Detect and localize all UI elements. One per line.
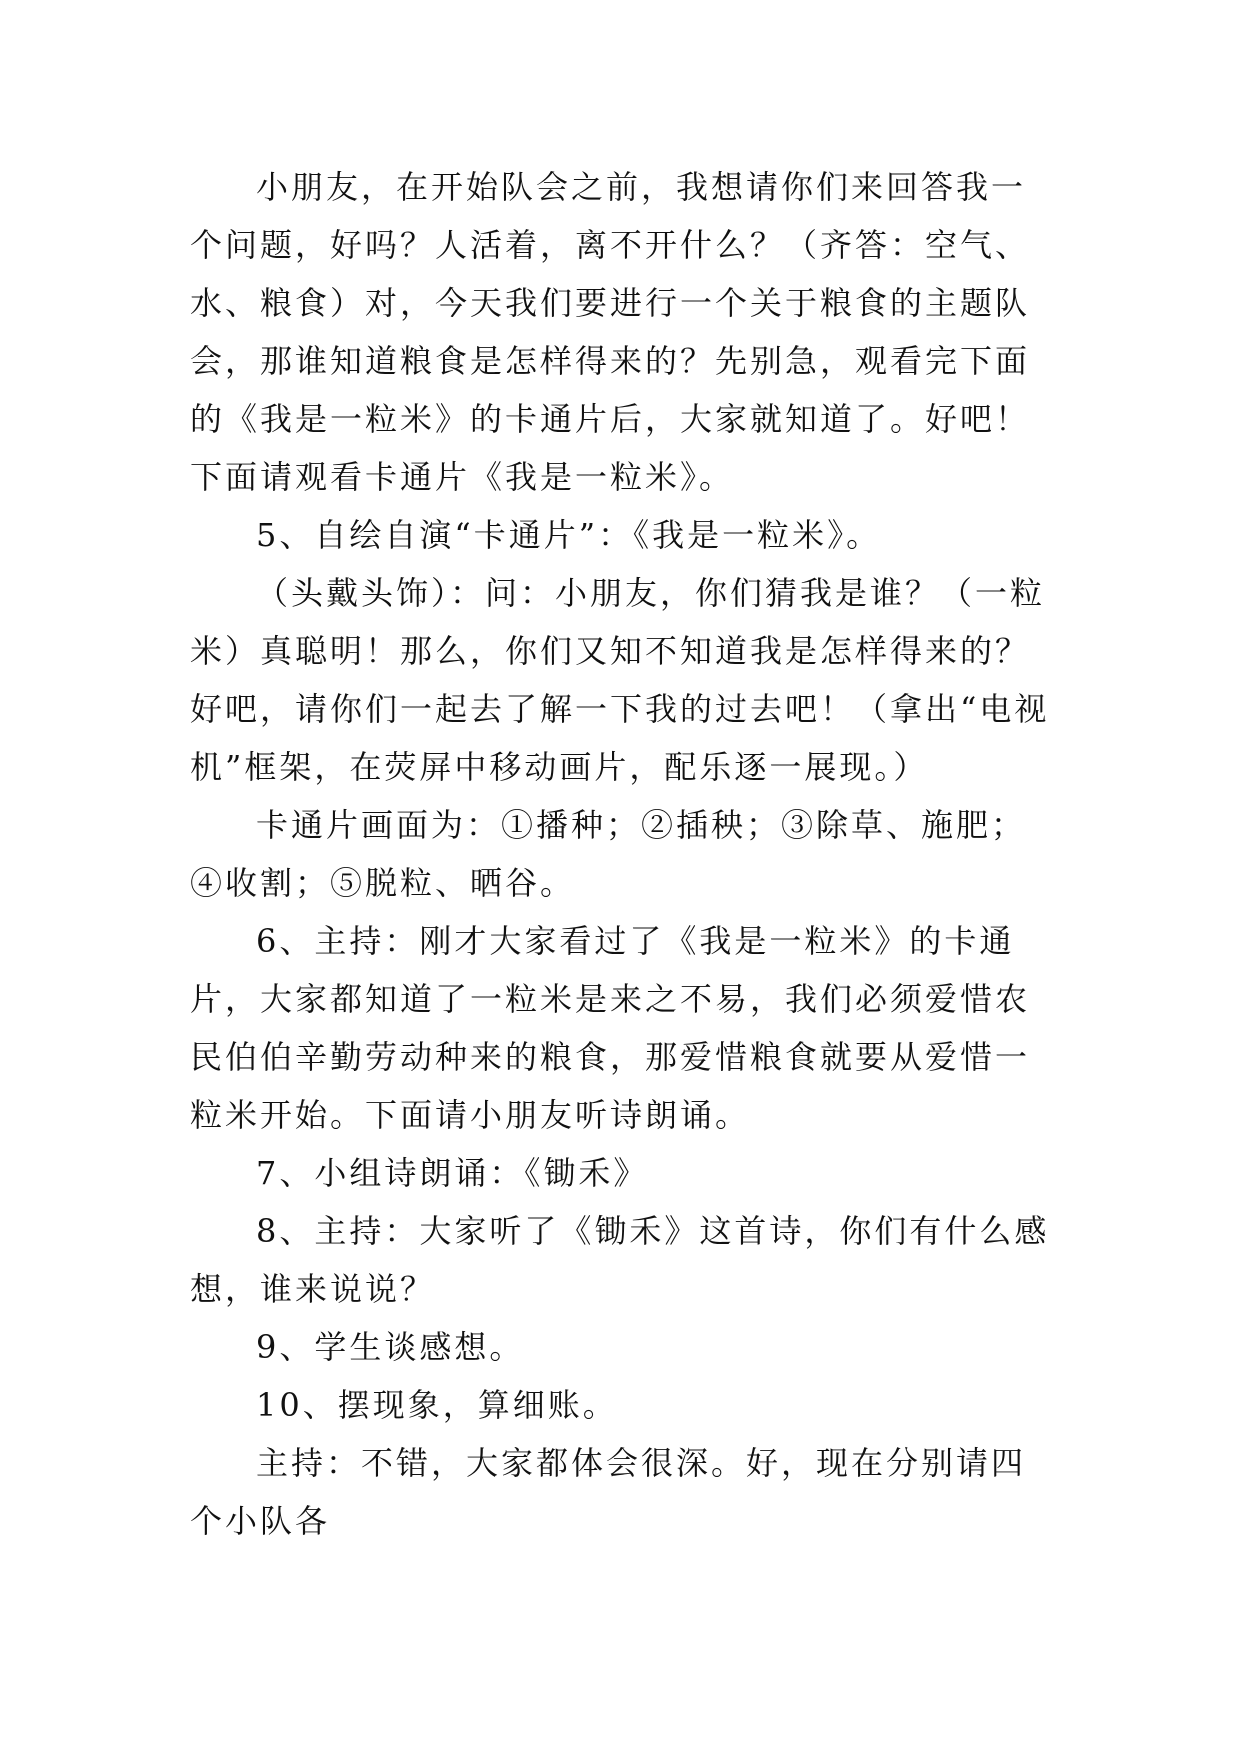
paragraph-item-9: 9、学生谈感想。 (256, 1328, 525, 1366)
paragraph-cartoon-scenes: 卡通片画面为：①播种；②插秧；③除草、施肥；④收割；⑤脱粒、晒谷。 (190, 806, 1027, 902)
paragraph-item-7: 7、小组诗朗诵：《锄禾》 (256, 1154, 649, 1192)
paragraph-item-6: 6、主持：刚才大家看过了《我是一粒米》的卡通片，大家都知道了一粒米是来之不易，我们必须爱惜农民伯伯辛勤劳动种来的粮食，那爱惜粮食就要从爱惜一粒米开始。下面请小朋友听诗朗诵。 (190, 922, 1031, 1134)
paragraph-host-closing: 主持：不错，大家都体会很深。好，现在分别请四个小队各 (190, 1444, 1027, 1540)
paragraph-item-5: 5、自绘自演“卡通片”：《我是一粒米》。 (256, 516, 882, 554)
paragraph-intro-question: 小朋友，在开始队会之前，我想请你们来回答我一个问题，好吗？人活着，离不开什么？（齐答：空气、水、粮食）对，今天我们要进行一个关于粮食的主题队会，那谁知道粮食是怎样得来的？先别急，观看完下面的《我是一粒米》的卡通片后，大家就知道了。好吧！下面请观看卡通片《我是一粒米》。 (190, 168, 1031, 496)
paragraph-headwear-dialogue: （头戴头饰）：问：小朋友，你们猜我是谁？（一粒米）真聪明！那么，你们又知不知道我是怎样得来的？好吧，请你们一起去了解一下我的过去吧！（拿出“电视机”框架，在荧屏中移动画片，配乐逐一展现。） (190, 574, 1050, 786)
paragraph-item-8: 8、主持：大家听了《锄禾》这首诗，你们有什么感想，谁来说说？ (190, 1212, 1050, 1308)
document-body (190, 158, 1050, 1550)
paragraph-item-10: 10、摆现象，算细账。 (256, 1386, 618, 1424)
